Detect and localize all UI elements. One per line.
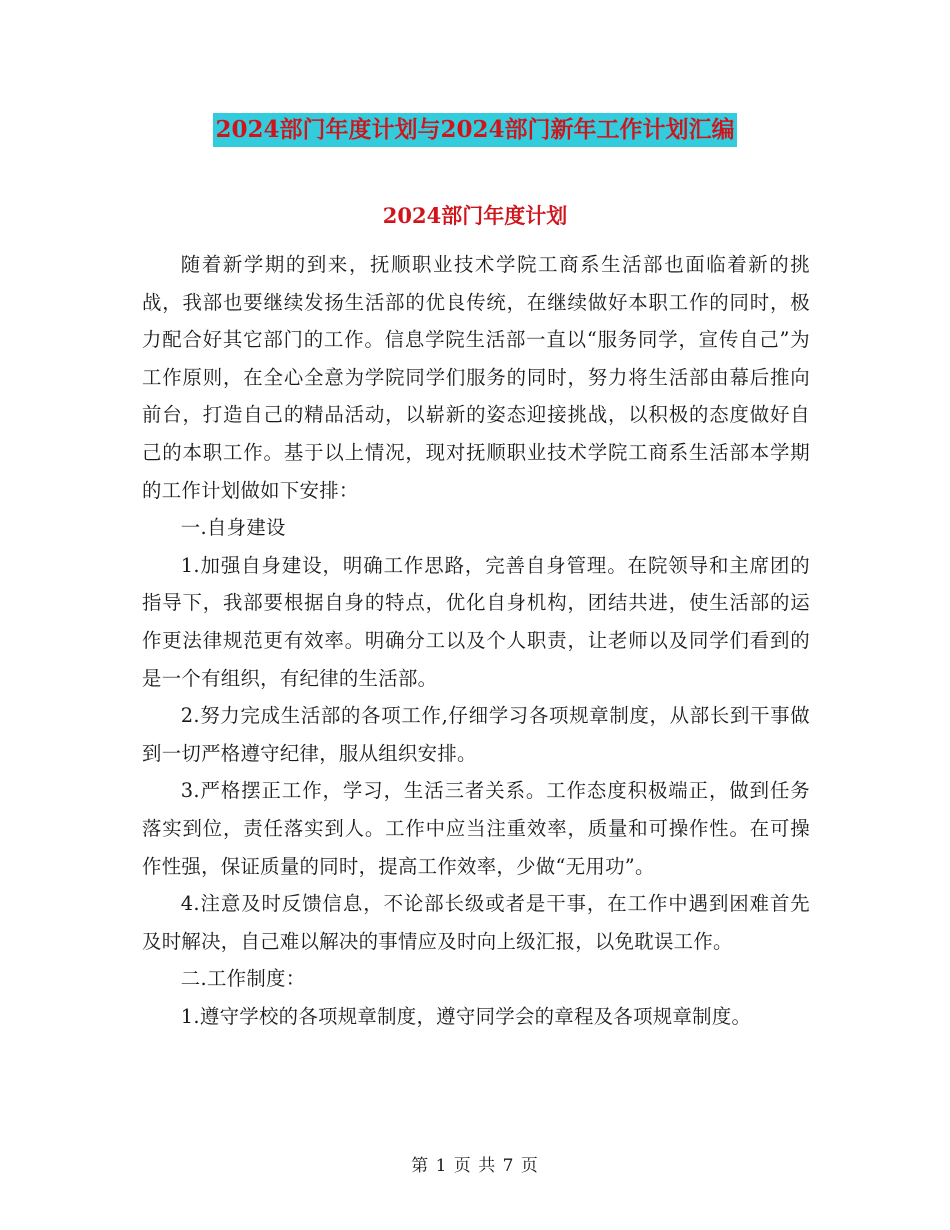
heading-self-building: 一.自身建设 [180, 516, 286, 540]
paragraph-item-3: 3.严格摆正工作，学习，生活三者关系。工作态度积极端正，做到任务落实到位，责任落实到人。工作中应当注重效率，质量和可操作性。在可操作性强，保证质量的同时，提高工作效率，少做“无用功”。 [142, 779, 810, 878]
paragraph-item-4: 4.注意及时反馈信息，不论部长级或者是干事，在工作中遇到困难首先及时解决，自己难以解决的事情应及时向上级汇报，以免耽误工作。 [142, 892, 810, 953]
paragraph-item-1: 1.加强自身建设，明确工作思路，完善自身管理。在院领导和主席团的指导下，我部要根据自身的特点，优化自身机构，团结共进，使生活部的运作更法律规范更有效率。明确分工以及个人职责，让老师以及同学们看到的是一个有组织，有纪律的生活部。 [142, 553, 810, 690]
paragraph-item-2: 2.努力完成生活部的各项工作,仔细学习各项规章制度，从部长到干事做到一切严格遵守纪律，服从组织安排。 [142, 704, 810, 765]
document-title: 2024部门年度计划与2024部门新年工作计划汇编 [213, 113, 736, 147]
paragraph-intro: 随着新学期的到来，抚顺职业技术学院工商系生活部也面临着新的挑战，我部也要继续发扬生活部的优良传统，在继续做好本职工作的同时，极力配合好其它部门的工作。信息学院生活部一直以“服务同学，宣传自己”为工作原则，在全心全意为学院同学们服务的同时，努力将生活部由幕后推向前台，打造自己的精品活动，以崭新的姿态迎接挑战，以积极的态度做好自己的本职工作。基于以上情况，现对抚顺职业技术学院工商系生活部本学期的工作计划做如下安排： [142, 253, 810, 502]
paragraph-rule-1: 1.遵守学校的各项规章制度，遵守同学会的章程及各项规章制度。 [180, 1004, 752, 1028]
heading-work-system: 二.工作制度： [180, 967, 306, 991]
page-footer: 第 1 页 共 7 页 [411, 1156, 539, 1176]
document-body [142, 246, 810, 1035]
section-title: 2024部门年度计划 [382, 203, 568, 228]
